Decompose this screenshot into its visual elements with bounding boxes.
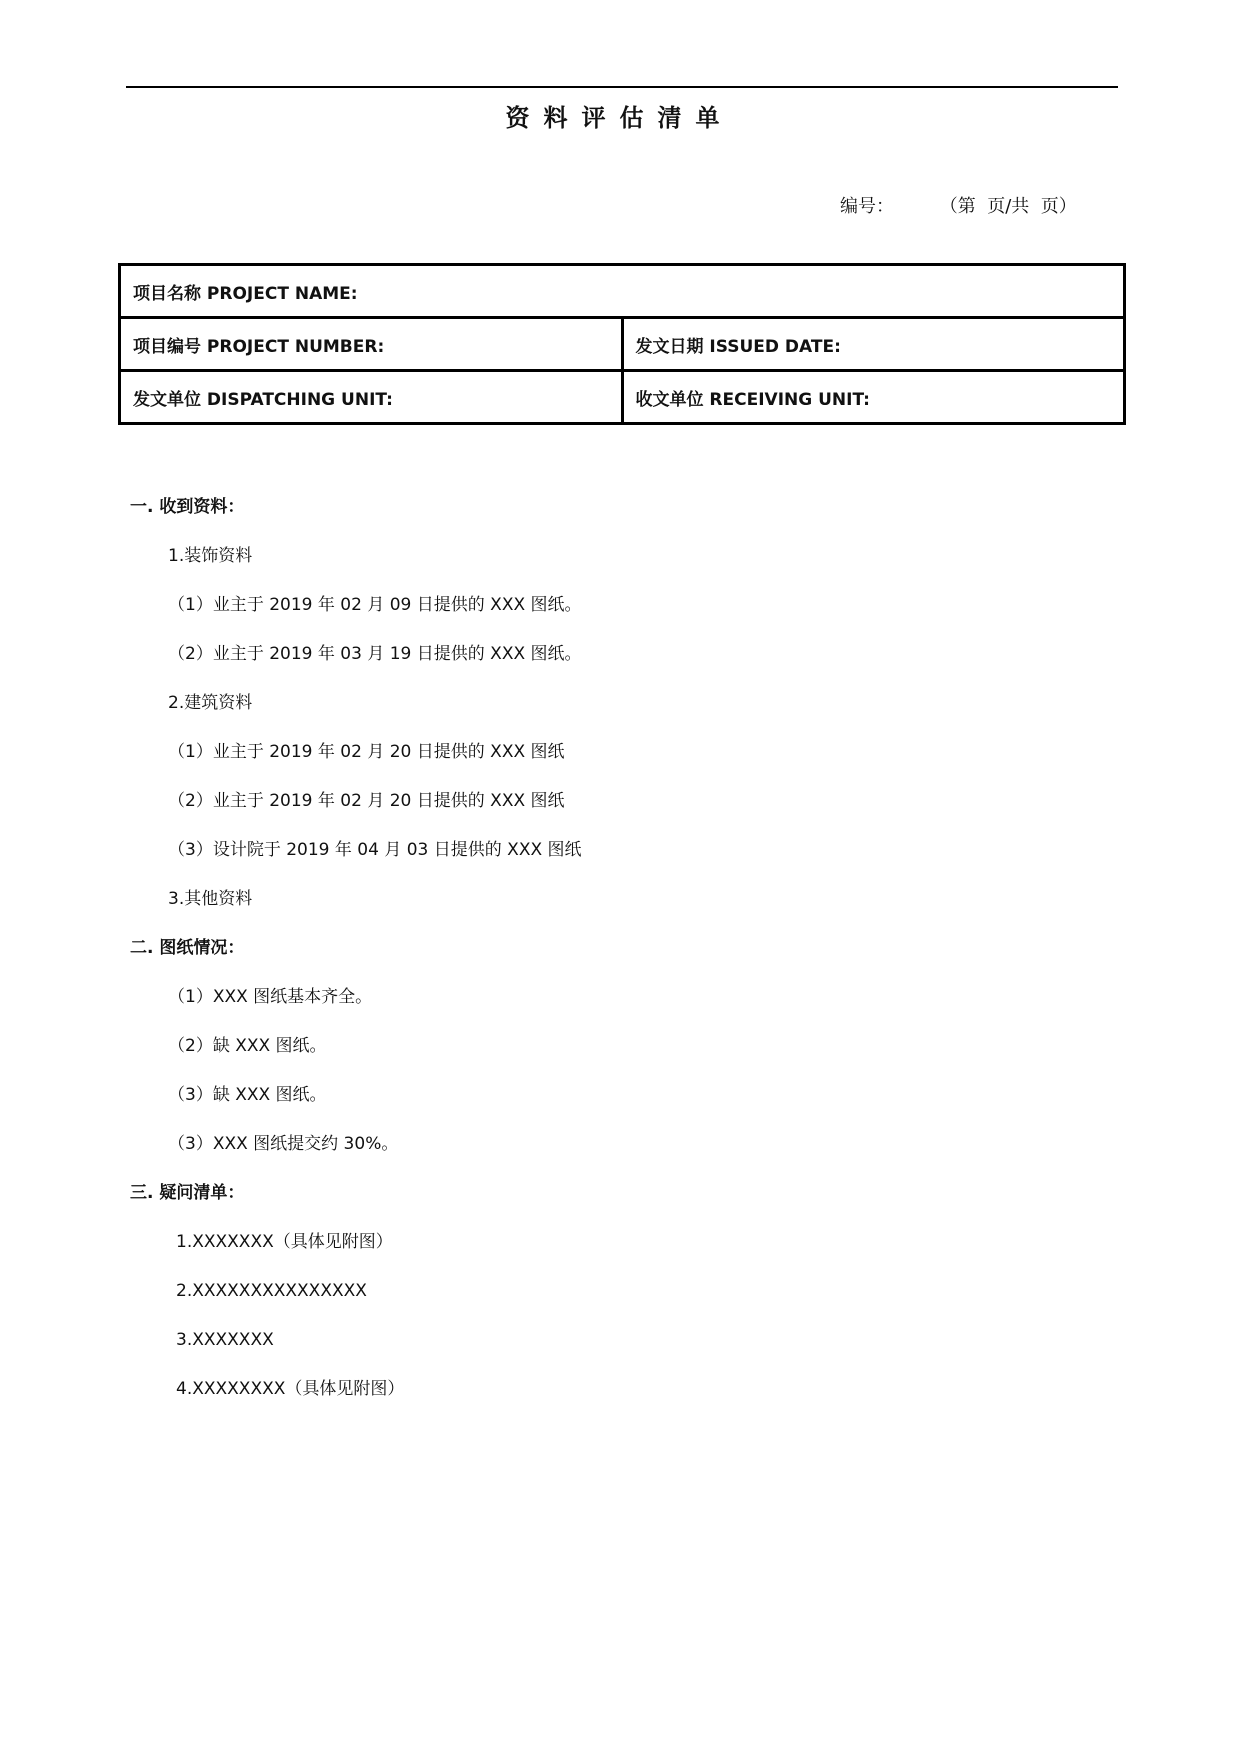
list-item: 3.XXXXXXX	[176, 1330, 274, 1350]
list-item: 4.XXXXXXXX（具体见附图）	[176, 1379, 405, 1399]
top-rule	[126, 86, 1118, 88]
list-item: （2）业主于 2019 年 03 月 19 日提供的 XXX 图纸。	[168, 644, 582, 664]
serial-label: 编号：	[840, 196, 894, 217]
list-item: （2）缺 XXX 图纸。	[168, 1036, 327, 1056]
list-item: 1.装饰资料	[168, 546, 253, 566]
section-heading-questions: 三. 疑问清单：	[130, 1183, 245, 1203]
list-item: 2.XXXXXXXXXXXXXXX	[176, 1281, 367, 1301]
table-row	[120, 265, 1125, 318]
table-row	[120, 318, 1125, 371]
list-item: （1）XXX 图纸基本齐全。	[168, 987, 373, 1007]
table-row	[120, 371, 1125, 424]
list-item: （1）业主于 2019 年 02 月 20 日提供的 XXX 图纸	[168, 742, 565, 762]
list-item: （3）设计院于 2019 年 04 月 03 日提供的 XXX 图纸	[168, 840, 582, 860]
list-item: （1）业主于 2019 年 02 月 09 日提供的 XXX 图纸。	[168, 595, 582, 615]
section-heading-drawings: 二. 图纸情况：	[130, 938, 245, 958]
list-item: （2）业主于 2019 年 02 月 20 日提供的 XXX 图纸	[168, 791, 565, 811]
issued-date-cell: 发文日期 ISSUED DATE:	[622, 318, 1125, 371]
list-item: （3）XXX 图纸提交约 30%。	[168, 1134, 399, 1154]
list-item: 2.建筑资料	[168, 693, 253, 713]
receiving-unit-cell: 收文单位 RECEIVING UNIT:	[622, 371, 1125, 424]
project-number-cell: 项目编号 PROJECT NUMBER:	[120, 318, 623, 371]
list-item: 1.XXXXXXX（具体见附图）	[176, 1232, 393, 1252]
list-item: 3.其他资料	[168, 889, 253, 909]
serial-number-line	[840, 192, 1077, 218]
dispatching-unit-cell: 发文单位 DISPATCHING UNIT:	[120, 371, 623, 424]
page-count: （第 页/共 页）	[939, 196, 1077, 217]
project-name-cell: 项目名称 PROJECT NAME:	[120, 265, 1125, 318]
list-item: （3）缺 XXX 图纸。	[168, 1085, 327, 1105]
section-heading-received: 一. 收到资料：	[130, 497, 245, 517]
document-body	[130, 488, 1110, 1419]
project-info-table	[118, 263, 1126, 425]
document-title: 资料评估清单	[505, 104, 734, 132]
